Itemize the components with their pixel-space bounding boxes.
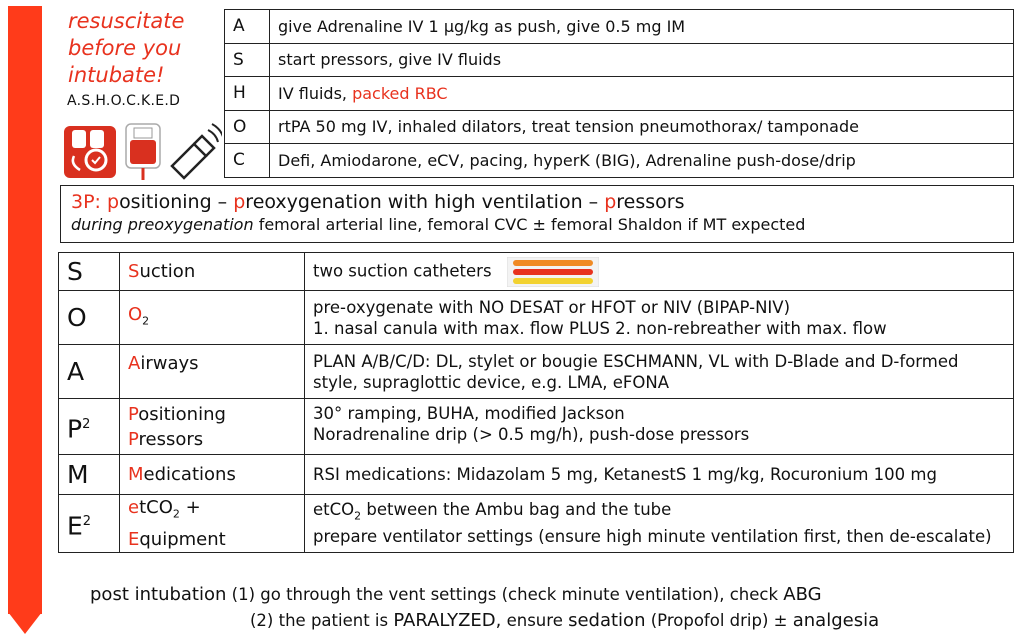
row-key: O [59,291,120,345]
desc-line: prepare ventilator settings (ensure high minute ventilation first, then de-escalate) [313,527,992,547]
table-row [59,495,1014,553]
table-row [59,253,1014,291]
three-p-subline-italic: during preoxygenation [71,215,254,234]
row-name [120,253,305,291]
name-rest: ositioning [138,403,226,425]
row-name [120,495,305,553]
row-text-highlight: packed RBC [352,83,448,103]
row-name [120,291,305,345]
desc-line: pre-oxygenate with NO DESAT or HFOT or NIV (BIPAP-NIV) [313,297,791,317]
icon-row [62,116,222,182]
name-letter: A [128,353,141,374]
row-name [120,399,305,455]
name-rest: edications [143,464,236,485]
desc-text: two suction catheters [313,261,492,280]
three-p-text: ositioning – [119,191,234,213]
row-desc [305,495,1014,553]
name-letter: S [128,261,140,282]
slogan-line: intubate! [68,63,165,87]
desc-line [313,499,1005,526]
name-letter: O [128,303,143,325]
desc-line: style, supraglottic device, e.g. LMA, eFONA [313,372,669,392]
key-letter: P [67,414,83,444]
post-intubation [90,582,879,634]
row-text: start pressors, give IV fluids [270,43,1014,77]
key-sup: 2 [82,416,91,432]
three-p-heading [71,190,1003,214]
three-p-box [60,185,1014,243]
post-text: (1) go through the vent settings (check minute ventilation), check [226,585,784,604]
name-line [128,527,296,552]
three-p-prefix: 3P: [71,191,107,213]
three-p-letter: p [107,191,120,213]
post-strong: ABG [783,584,822,605]
row-key: M [59,455,120,495]
table-row [225,77,1014,111]
post-strong: PARALYZED, [393,610,502,631]
blood-bag-icon [126,124,160,180]
post-line-2 [90,608,879,634]
name-letter: P [128,403,139,425]
name-letter: E [128,528,140,550]
timeline-arrow-tip [8,612,42,634]
three-p-text: ressors [616,191,685,213]
slogan-line: before you [68,36,182,60]
key-sup: 2 [82,513,92,529]
key-letter: E [67,510,83,540]
name-rest: ressors [138,428,204,450]
ashocked-title: A.S.H.O.C.K.E.D [67,93,181,109]
name-line [128,427,296,452]
slogan-line: resuscitate [68,9,185,33]
desc-line: 30° ramping, BUHA, modified Jackson [313,404,625,423]
three-p-subline-text: femoral arterial line, femoral CVC ± femoral Shaldon if MT expected [253,215,806,234]
row-key: H [225,77,270,111]
name-sub: 2 [142,314,150,328]
row-key: A [225,10,270,44]
row-name [120,455,305,495]
name-rest: quipment [139,528,226,550]
name-line [128,495,296,527]
row-key [59,399,120,455]
desc-part: etCO [313,500,355,519]
post-lead: post intubation [90,584,227,605]
ultrasound-probe-icon [172,124,222,178]
desc-line: Noradrenaline drip (> 0.5 mg/h), push-dose pressors [313,425,750,444]
name-rest: irways [140,353,199,374]
three-p-letter: p [604,191,617,213]
row-key: S [59,253,120,291]
desc-line: PLAN A/B/C/D: DL, stylet or bougie ESCHMANN, VL with D-Blade and D-formed [313,351,959,371]
name-tail: + [179,497,201,518]
desc-line: 1. nasal canula with max. flow PLUS 2. non-rebreather with max. flow [313,318,887,338]
desc-sub: 2 [354,509,362,523]
row-text-plain: IV fluids, [278,83,353,103]
row-text: give Adrenaline IV 1 µg/kg as push, give 0.5 mg IM [270,10,1014,44]
table-row [225,43,1014,77]
timeline-arrow-bar [8,6,42,614]
row-key [59,495,120,553]
table-row [59,455,1014,495]
table-row [59,399,1014,455]
suction-catheter-icon [507,257,599,287]
table-row [59,291,1014,345]
row-desc [305,253,1014,291]
post-text: (Propofol drip) ± [645,611,793,630]
row-key: S [225,43,270,77]
ashocked-table [224,9,1014,178]
name-rest: uction [139,261,196,282]
row-desc: RSI medications: Midazolam 5 mg, KetanestS 1 mg/kg, Rocuronium 100 mg [305,455,1014,495]
row-desc [305,291,1014,345]
table-row [225,10,1014,44]
post-line-1 [90,582,879,608]
three-p-text: reoxygenation with high ventilation – [245,191,605,213]
post-text: (2) the patient is [250,611,394,630]
row-desc [305,399,1014,455]
post-strong: sedation [568,610,646,631]
slogan [68,8,228,89]
name-letter: P [128,428,139,450]
post-strong: analgesia [792,610,880,631]
table-row [225,110,1014,144]
table-row [225,144,1014,178]
row-name [120,345,305,399]
soap-me-table [58,252,1014,553]
three-p-letter: p [233,191,246,213]
name-line [128,402,296,427]
name-letter: e [128,497,140,518]
row-key: C [225,144,270,178]
row-text: Defi, Amiodarone, eCV, pacing, hyperK (BIG), Adrenaline push-dose/drip [270,144,1014,178]
row-desc [305,345,1014,399]
row-text [270,77,1014,111]
desc-part: between the Ambu bag and the tube [361,500,672,519]
table-row [59,345,1014,399]
post-text: ensure [501,611,569,630]
name-letter: M [128,464,144,485]
row-text: rtPA 50 mg IV, inhaled dilators, treat tension pneumothorax/ tamponade [270,110,1014,144]
name-sub: 2 [172,507,180,521]
defibrillator-icon [64,126,116,178]
name-rest: tCO [139,497,173,518]
row-key: O [225,110,270,144]
three-p-subline [71,214,1003,236]
row-key: A [59,345,120,399]
